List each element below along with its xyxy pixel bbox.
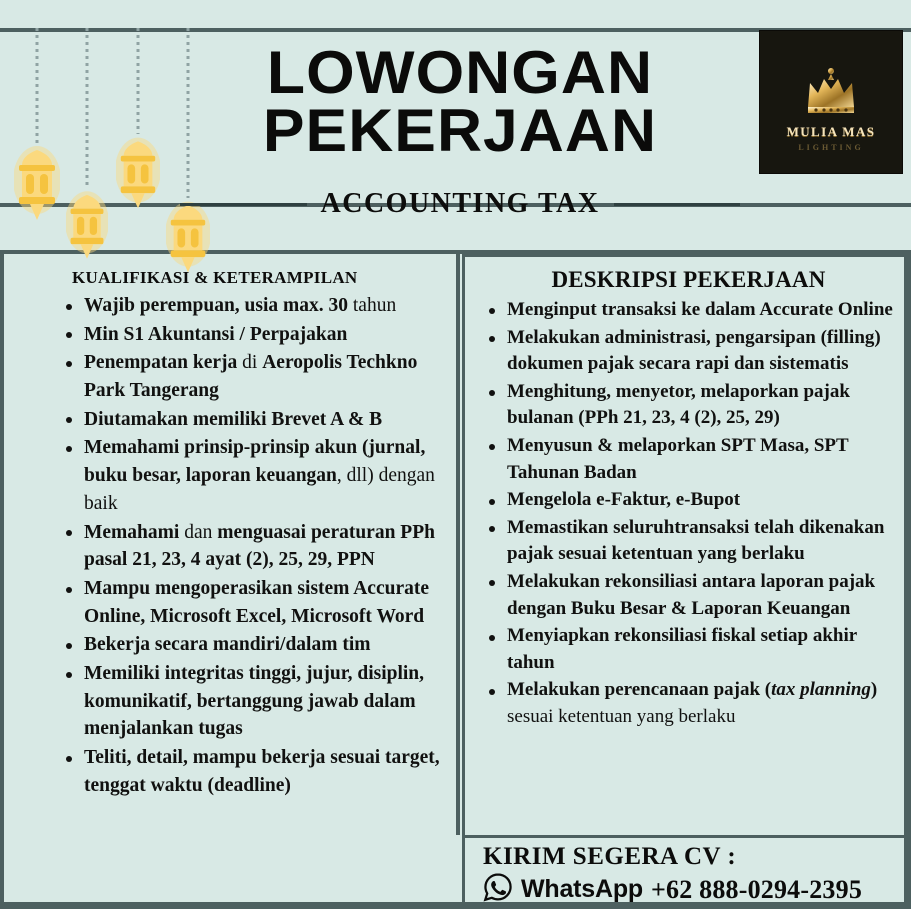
qualifications-list (60, 292, 448, 799)
list-item-text: Melakukan rekonsiliasi antara laporan pajak dengan Buku Besar & Laporan Keuangan (507, 570, 876, 619)
list-item-text: Memastikan seluruhtransaksi telah dikenakan pajak sesuai ketentuan yang berlaku (507, 516, 885, 565)
list-item-text: tax planning (771, 679, 871, 701)
list-item (483, 487, 894, 514)
whatsapp-label: WhatsApp (521, 875, 643, 904)
contact-cta (462, 835, 907, 902)
poster-header (0, 0, 911, 250)
list-item (483, 515, 894, 568)
lantern-body (116, 134, 160, 212)
list-item-text: Memahami (84, 521, 185, 543)
list-item (60, 575, 448, 630)
list-item-text: Teliti, detail, mampu bekerja sesuai target, tenggat waktu (deadline) (84, 747, 440, 796)
subtitle: ACCOUNTING TAX (320, 188, 600, 219)
list-item (483, 433, 894, 486)
job-description-panel (462, 254, 907, 835)
whatsapp-phone-number[interactable]: +62 888-0294-2395 (651, 874, 863, 904)
lantern-body (66, 186, 108, 264)
job-description-heading: DESKRIPSI PEKERJAAN (551, 267, 826, 292)
list-item-text: Melakukan administrasi, pengarsipan (filling) dokumen pajak secara rapi dan sistematis (507, 326, 881, 375)
column-divider (456, 254, 460, 835)
lantern-3-icon (116, 28, 160, 214)
list-item-text: Penempatan kerja (84, 352, 243, 374)
list-item (60, 631, 448, 659)
list-item (60, 349, 448, 404)
list-item-text: , dll) dengan baik (84, 465, 435, 514)
list-item-text: Menyusun & melaporkan SPT Masa, SPT Tahunan Badan (507, 434, 849, 483)
title-line-1: LOWONGAN (266, 39, 654, 106)
list-item-text: Wajib perempuan, usia max. 30 (84, 295, 353, 316)
lantern-2-icon (66, 28, 108, 266)
list-item-text: di (242, 352, 263, 374)
list-item-text: Bekerja secara mandiri/dalam tim (84, 634, 371, 656)
list-item (60, 406, 448, 434)
page-title (200, 39, 720, 164)
logo-company-name: MULIA MAS (786, 123, 876, 139)
lantern-chain (86, 28, 89, 186)
cta-headline: KIRIM SEGERA CV : (483, 843, 737, 870)
list-item (60, 321, 448, 349)
list-item (483, 325, 894, 378)
lantern-chain (36, 28, 39, 144)
list-item-text: Menyiapkan rekonsiliasi fiskal setiap akhir tahun (507, 625, 857, 673)
lantern-1-icon (14, 28, 60, 224)
job-description-list (483, 297, 894, 731)
list-item-text: Mengelola e-Faktur, e-Bupot (507, 489, 741, 511)
lantern-chain (137, 28, 140, 134)
list-item-text: ) (870, 679, 878, 701)
list-item-text: Melakukan perencanaan pajak ( (507, 679, 772, 701)
list-item (60, 434, 448, 517)
list-item (60, 744, 448, 799)
list-item-text: Menghitung, menyetor, melaporkan pajak bulanan (PPh 21, 23, 4 (2), 25, 29) (507, 380, 850, 429)
list-item (483, 623, 894, 676)
subtitle-row (180, 188, 740, 220)
list-item-text: Mampu mengoperasikan sistem Accurate Online, Microsoft Excel, Microsoft Word (84, 577, 430, 627)
list-item-text: Min S1 Akuntansi / Perpajakan (84, 323, 348, 345)
list-item (483, 677, 894, 730)
list-item-text: Diutamakan memiliki Brevet A & B (84, 408, 383, 430)
whatsapp-row[interactable] (483, 872, 904, 907)
subtitle-rule-right (614, 203, 741, 206)
list-item (60, 660, 448, 743)
list-item-text: Memahami prinsip-prinsip akun (jurnal, buku besar, laporan keuangan (84, 437, 426, 487)
list-item-text: Aeropolis Techkno Park Tangerang (84, 352, 418, 402)
qualifications-panel (4, 254, 456, 902)
list-item (483, 297, 894, 324)
list-item-text: Menginput transaksi ke dalam Accurate Online (507, 299, 893, 320)
list-item-text: menguasai peraturan PPh pasal 21, 23, 4 ayat (2), 25, 29, PPN (84, 521, 435, 571)
list-item-text: dan (184, 521, 218, 543)
title-line-2: PEKERJAAN (262, 96, 658, 164)
list-item (483, 379, 894, 432)
whatsapp-icon (483, 872, 513, 907)
list-item (483, 569, 894, 622)
qualifications-heading: KUALIFIKASI & KETERAMPILAN (72, 268, 358, 287)
list-item (60, 292, 448, 320)
crown-icon (800, 67, 862, 120)
list-item-text: tahun (352, 295, 397, 316)
company-logo (760, 31, 902, 173)
list-item (60, 519, 448, 574)
list-item-text: Memiliki integritas tinggi, jujur, disiplin, komunikatif, bertanggung jawab dalam menjalankan tugas (84, 662, 425, 740)
subtitle-rule-left (180, 203, 307, 206)
logo-tagline: LIGHTING (798, 142, 864, 152)
lantern-body (14, 144, 60, 222)
frame-right-edge (907, 250, 911, 902)
list-item-text: sesuai ketentuan yang berlaku (507, 705, 736, 727)
